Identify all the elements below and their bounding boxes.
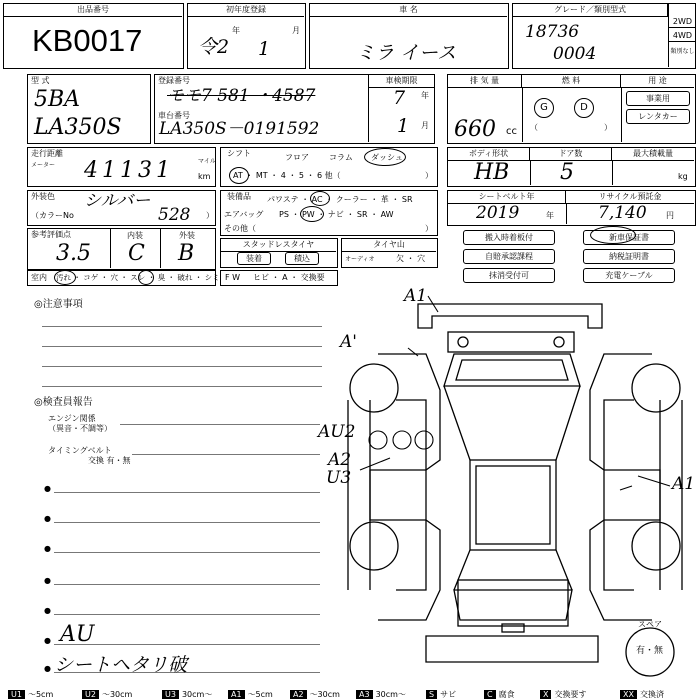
tire-box [341,238,438,268]
legend-text: 交換要す [554,690,587,699]
equip-pw-circle [300,206,324,222]
note-line [54,584,320,585]
displacement-value: 660 [454,117,496,142]
doc-1: 搬入時着板付 [463,230,555,245]
legend-text: ～5cm [247,690,273,699]
fuel-d-circle [574,98,594,118]
note-line [54,492,320,493]
note-line [42,346,322,347]
legend-item [290,689,340,700]
fuel-label: 燃 料 [522,75,621,88]
legend-item [8,689,53,700]
studless-opt-loaded: 積込 [285,252,319,265]
shift-box [220,147,438,187]
legend-key: C [484,690,496,699]
legend-text: 30cm～ [375,690,406,699]
doc-2: 自賠承認課程 [463,249,555,264]
legend-item [228,689,273,700]
exterior-label: 外装 [179,231,195,240]
color-close: ） [206,211,214,220]
inspection-month-unit: 月 [421,121,429,130]
inspection-year: 7 [393,87,406,109]
studless-box [220,238,338,268]
doors-label: ドア数 [530,148,612,161]
handwritten-note-2: シートヘタリ破 [54,654,188,676]
fuel-paren-close: ） [604,123,612,132]
fuel-paren-open: （ [530,123,538,132]
color-no-label: （カラーNo [31,211,74,220]
diagram-mark-a-prime: A' [340,332,357,352]
reg-no-value: モモ7 581 ・4587 [167,86,316,106]
grade-line1: 18736 [525,22,580,42]
shift-label: シフト [227,149,251,158]
note-line [42,326,322,327]
shift-close: ） [425,171,433,180]
studless-label: スタッドレスタイヤ [221,239,336,252]
inspection-label: 車検期限 [369,75,434,88]
shift-options: AT ・ MT ・ 4 ・ 5 ・ 6 他（ [233,171,341,180]
tire-opt1: オーディオ [345,256,375,263]
mileage-box [27,147,216,187]
mile-unit: マイル [198,158,216,165]
fw-opts: ヒビ ・ A ・ 交換要 [253,273,325,282]
capacity-unit: kg [678,172,688,181]
shift-floor: フロア [285,153,309,162]
legend-text: ～5cm [27,690,54,699]
spec-box [447,74,696,144]
fw-label: F W [225,273,241,282]
capacity-label: 最大積載量 [612,148,694,161]
interior-label: 内装 [127,231,143,240]
legend-item [620,689,664,700]
interior-notes-label: 室内 [31,273,47,282]
legend-key: A3 [356,690,373,699]
bullet: ● [44,576,51,585]
tire-opt2: 欠 ・ 穴 [396,254,426,263]
shift-dash-circle [364,148,406,166]
car-name-value: ミラ イース [356,42,457,64]
timing-label: タイミングベルト [48,446,112,455]
recycle-value: 7,140 [598,203,647,223]
recycle-unit: 円 [666,211,674,220]
shift-dash: ダッシュ [371,153,403,162]
legend-key: A1 [228,690,245,699]
legend-text: ～30cm [101,690,133,699]
chassis-value: LA350S－0191592 [159,119,320,139]
month-unit: 月 [292,26,300,35]
engine-label: エンジン関係 [48,414,96,423]
note-line [42,366,322,367]
doc-4-circle [590,226,636,244]
reg-no-label: 登録番号 [158,76,190,85]
doors-value: 5 [560,160,574,185]
model-box [27,74,151,144]
note-line [120,424,320,425]
legend-key: S [426,690,437,699]
note-line [132,454,320,455]
color-value: シルバー [84,191,151,211]
color-box [27,190,216,226]
interior-dirt-circle [54,270,76,285]
interior-notes-box [27,270,220,286]
equip-other: その他（ [224,224,256,233]
seatbelt-unit: 年 [546,211,554,220]
diagram-mark-au2: AU2 [318,422,356,442]
legend-item [426,689,456,700]
doc-3: 抹消受付可 [463,268,555,283]
km-unit: km [198,172,211,181]
car-name-label: 車 名 [310,4,507,17]
inspection-month: 1 [397,115,410,137]
first-reg-label: 初年度登録 [188,4,304,17]
legend-item [162,689,212,700]
chassis-label: 車台番号 [158,111,190,120]
timing-sub: 交換 有・無 [88,456,131,465]
bullet: ● [44,606,51,615]
legend-text: 交換済 [639,690,664,699]
note-line [54,522,320,523]
recycle-label: リサイクル預託金 [566,191,694,204]
legend-text: 30cm～ [181,690,213,699]
spare-label: スペア [638,620,662,629]
seatbelt-label: シートベルト年 [448,191,566,204]
legend-item [484,689,515,700]
lot-number-label: 出品番号 [4,4,182,17]
car-name-box [309,3,509,69]
first-reg-era: 令2 [198,36,230,58]
model-value1: 5BA [34,87,81,112]
bullet: ● [44,544,51,553]
note-line [54,552,320,553]
equip-label: 装備品 [227,192,251,201]
drive-2wd: 2WD [669,16,696,28]
first-registration-box [187,3,306,69]
usage-label: 用 途 [621,75,694,88]
legend-key: A2 [290,690,307,699]
interior-value: C [128,241,145,266]
caution-title: ◎注意事項 [34,299,83,310]
body-value: HB [474,160,510,185]
seatbelt-year: 2019 [476,203,520,223]
model-value2: LA350S [34,115,122,140]
doc-6: 充電ケーブル [583,268,675,283]
interior-smell-circle [138,270,154,285]
mileage-value: 41131 [84,158,174,183]
fuel-d: D [580,102,588,113]
diagram-mark-a1-top: A1 [404,286,428,306]
registration-box [154,74,435,144]
studless-opt-fitted: 装着 [237,252,271,265]
doc-5: 納税証明書 [583,249,675,264]
fuel-g: G [540,102,548,113]
drive-4wd: 4WD [669,30,696,42]
grade-eval-value: 3.5 [56,241,91,266]
legend-key: U1 [8,690,25,699]
legend-text: サビ [440,690,457,699]
note-line [54,614,320,615]
usage-rental: レンタカー [626,109,690,124]
seatbelt-box [447,190,696,226]
diagram-mark-a1-right: A1 [672,474,696,494]
first-reg-month: 1 [258,38,271,60]
legend-key: X [540,690,551,699]
note-line [42,386,322,387]
model-label: 型 式 [31,76,50,85]
interior-notes: 汚れ ・ コゲ ・ 穴 ・ スレ ・ 臭 ・ 破れ ・ シミ [56,273,220,282]
legend-item [82,689,132,700]
fw-box [220,270,338,286]
meter-label: メーター [31,162,56,169]
drive-column [668,4,695,67]
bullet: ● [44,664,51,673]
body-box [447,147,696,187]
tire-label: タイヤ山 [342,239,436,252]
bullet: ● [44,636,51,645]
equip-other-close: ） [425,224,433,233]
equip-row2: PS ・ PW ・ ナビ ・ SR ・ AW [279,210,394,219]
doc-4: 新車保証書 [583,230,675,245]
inspection-year-unit: 年 [421,91,429,100]
body-label: ボディ形状 [448,148,530,161]
grade-box [512,3,696,69]
inspector-title: ◎検査員報告 [34,397,93,408]
legend-text: 腐食 [498,690,515,699]
legend-item [356,689,406,700]
car-diagram [330,286,700,690]
grade-line2: 0004 [553,44,597,64]
color-code: 528 [158,205,191,225]
color-label: 外装色 [31,192,55,201]
equipment-box [220,190,438,236]
grade-eval-label: 参考評価点 [31,230,71,239]
displacement-label: 排 気 量 [448,75,522,88]
lot-number-box [3,3,184,69]
equip-airbag: エアバッグ [224,210,264,219]
diagram-mark-a2: A2 [328,450,352,470]
engine-sub: （異音・不調等） [48,424,112,433]
legend-key: XX [620,690,637,699]
no-type-label: 類別なし [670,48,695,55]
mileage-label: 走行距離 [31,149,63,158]
usage-business: 事業用 [626,91,690,106]
spare-value: 有・無 [636,646,664,656]
shift-column: コラム [329,153,353,162]
diagram-mark-u3: U3 [326,468,352,488]
shift-at-circle [229,167,249,184]
handwritten-note-1: AU [60,622,95,647]
bullet: ● [44,484,51,493]
year-unit: 年 [232,26,240,35]
evaluation-box [27,228,216,270]
grade-label: グレード／類別型式 [513,4,668,17]
equip-ac-circle [310,191,330,206]
displacement-unit: cc [506,126,517,137]
legend-key: U2 [82,690,99,699]
lot-number-value: KB0017 [32,23,143,58]
bullet: ● [44,514,51,523]
equip-row1: パワステ ・ AC ・ クーラー ・ 革 ・ SR [267,195,413,204]
exterior-value: B [178,241,195,266]
inspection-cell [368,75,433,142]
legend-item [540,689,586,700]
legend-text: ～30cm [309,690,340,699]
legend-key: U3 [162,690,179,699]
